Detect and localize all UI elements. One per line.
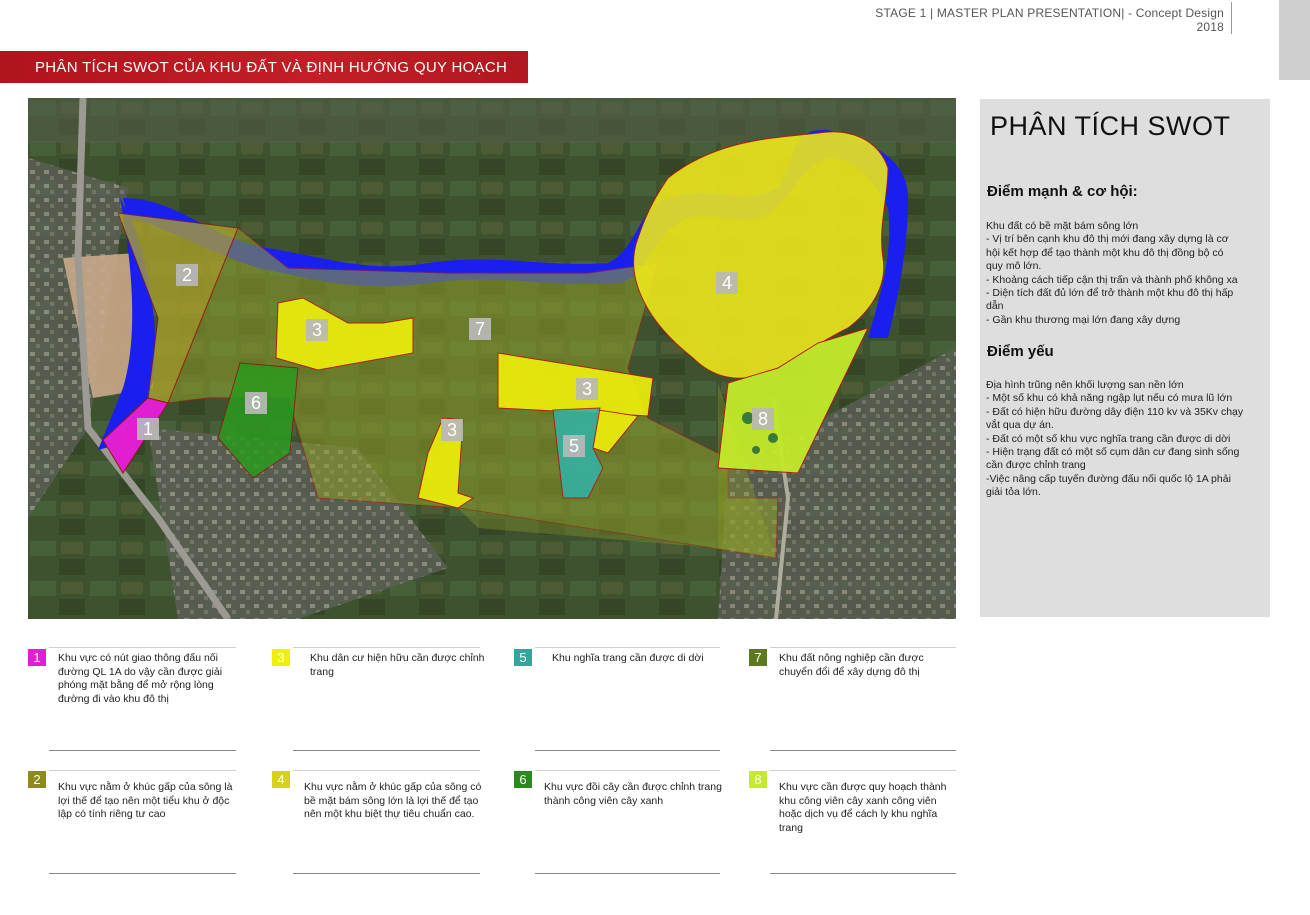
strength-line: hội kết hợp để tạo thành một khu đô thị đồng bộ có bbox=[986, 246, 1224, 259]
legend-divider bbox=[770, 750, 956, 751]
weakness-line: giải tỏa lớn. bbox=[986, 486, 1041, 499]
header-line-2: 2018 bbox=[1196, 20, 1224, 34]
header-line-1: STAGE 1 | MASTER PLAN PRESENTATION| - Concept Design bbox=[875, 6, 1224, 20]
strength-line: - Khoảng cách tiếp cận thị trấn và thành phố không xa bbox=[986, 273, 1238, 286]
legend-text-3: Khu dân cư hiện hữu cần được chỉnh trang bbox=[310, 652, 485, 678]
legend-divider bbox=[770, 770, 956, 771]
weakness-line: - Đất có hiện hữu đường dây điện 110 kv và 35Kv chạy bbox=[986, 405, 1244, 418]
weakness-line: vắt qua dự án. bbox=[986, 419, 1054, 432]
weakness-line: -Việc nâng cấp tuyến đường đấu nối quốc lộ 1A phải bbox=[986, 472, 1231, 485]
weakness-line: - Đất có một số khu vực nghĩa trang cần được di dời bbox=[986, 432, 1231, 445]
legend-divider bbox=[293, 873, 480, 874]
zone-label-3b: 3 bbox=[576, 378, 598, 400]
strength-line: - Gần khu thương mại lớn đang xây dựng bbox=[986, 313, 1181, 326]
zone-label-2: 2 bbox=[176, 264, 198, 286]
strength-line: Khu đất có bề mặt bám sông lớn bbox=[986, 220, 1139, 232]
legend-divider bbox=[293, 647, 480, 648]
zone-label-3a: 3 bbox=[306, 319, 328, 341]
legend-text-4: Khu vực nằm ở khúc gấp của sông có bề mặt bám sông lớn là lợi thế để tạo nên một khu biệt thự tiêu chuẩn cao. bbox=[304, 781, 482, 820]
legend-text-8: Khu vực cần được quy hoạch thành khu công viên cây xanh công viên hoặc dịch vụ để cách ly khu nghĩa trang bbox=[779, 781, 947, 834]
legend-divider bbox=[770, 647, 956, 648]
legend-divider bbox=[49, 770, 236, 771]
legend-swatch-2: 2 bbox=[28, 771, 46, 788]
zone-label-7: 7 bbox=[469, 318, 491, 340]
swot-panel bbox=[980, 99, 1270, 617]
legend-text-6: Khu vực đồi cây cần được chỉnh trang thành công viên cây xanh bbox=[544, 781, 722, 807]
legend-divider bbox=[770, 873, 956, 874]
legend-text-7: Khu đất nông nghiệp cần được chuyển đổi để xây dựng đô thị bbox=[779, 652, 924, 678]
legend-swatch-3: 3 bbox=[272, 649, 290, 666]
weakness-line: - Hiện trạng đất có một số cụm dân cư đang sinh sống bbox=[986, 446, 1240, 459]
site-map-graphic bbox=[28, 98, 956, 619]
zone-label-3c: 3 bbox=[441, 419, 463, 441]
zone-label-6: 6 bbox=[245, 392, 267, 414]
section-title: PHÂN TÍCH SWOT CỦA KHU ĐẤT VÀ ĐỊNH HƯỚNG QUY HOẠCH bbox=[35, 59, 508, 76]
strengths-heading: Điểm mạnh & cơ hội: bbox=[987, 183, 1138, 200]
legend-swatch-5: 5 bbox=[514, 649, 532, 666]
legend-divider bbox=[49, 750, 236, 751]
weaknesses-heading: Điểm yếu bbox=[987, 343, 1054, 360]
page-tab bbox=[1279, 0, 1310, 80]
weakness-line: cần được chỉnh trang bbox=[986, 459, 1086, 472]
legend-swatch-4: 4 bbox=[272, 771, 290, 788]
zone-label-5: 5 bbox=[563, 435, 585, 457]
legend-text-5: Khu nghĩa trang cần được di dời bbox=[552, 652, 704, 664]
legend-swatch-7: 7 bbox=[749, 649, 767, 666]
legend-swatch-8: 8 bbox=[749, 771, 767, 788]
strength-line: - Diện tích đất đủ lớn để trở thành một khu đô thị hấp bbox=[986, 287, 1234, 300]
strengths-list bbox=[986, 220, 1261, 327]
strength-line: dẫn bbox=[986, 300, 1004, 313]
header-divider bbox=[1231, 2, 1232, 34]
section-title-bar bbox=[0, 51, 528, 83]
legend-text-2: Khu vực nằm ở khúc gấp của sông là lợi thế để tạo nên một tiểu khu ở độc lập có tính riêng tư cao bbox=[58, 781, 233, 820]
weakness-line: Địa hình trũng nên khối lượng san nền lớn bbox=[986, 379, 1184, 391]
legend-divider bbox=[293, 770, 480, 771]
legend-divider bbox=[49, 873, 236, 874]
strength-line: - Vị trí bên cạnh khu đô thị mới đang xây dựng là cơ bbox=[986, 233, 1229, 246]
weaknesses-list bbox=[986, 379, 1261, 500]
swot-title: PHÂN TÍCH SWOT bbox=[990, 111, 1231, 141]
legend-divider bbox=[535, 647, 720, 648]
zone-label-8: 8 bbox=[752, 408, 774, 430]
zone-label-4: 4 bbox=[716, 272, 738, 294]
legend-swatch-6: 6 bbox=[514, 771, 532, 788]
weakness-line: - Một số khu có khả năng ngập lụt nếu có mưa lũ lớn bbox=[986, 392, 1233, 405]
legend-divider bbox=[535, 873, 720, 874]
legend-divider bbox=[535, 750, 720, 751]
site-map bbox=[28, 98, 956, 619]
legend-divider bbox=[49, 647, 236, 648]
legend-divider bbox=[535, 770, 720, 771]
header-text bbox=[875, 6, 1224, 34]
legend-text-1: Khu vực có nút giao thông đấu nối đường QL 1A do vậy cần được giải phóng mặt bằng để mở rộng lòng đường đi vào khu đô thị bbox=[58, 652, 223, 705]
legend-divider bbox=[293, 750, 480, 751]
legend-swatch-1: 1 bbox=[28, 649, 46, 666]
strength-line: quy mô lớn. bbox=[986, 260, 1042, 273]
zone-label-1: 1 bbox=[137, 418, 159, 440]
